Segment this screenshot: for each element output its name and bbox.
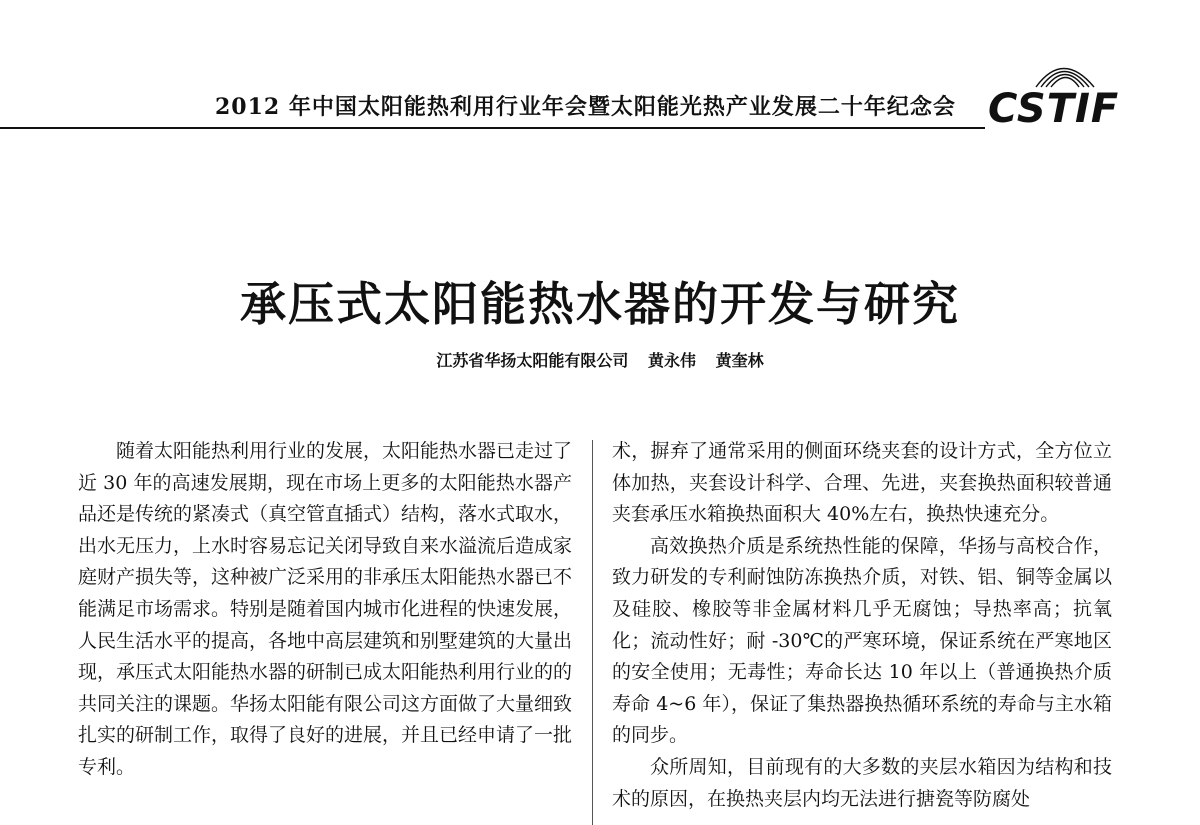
author-organization: 江苏省华扬太阳能有限公司 xyxy=(436,351,629,370)
logo-arc-icon xyxy=(1028,54,1098,88)
left-column xyxy=(78,436,572,784)
paragraph: 高效换热介质是系统热性能的保障，华扬与高校合作，致力研发的专利耐蚀防冻换热介质，对铁、铝、铜等金属以及硅胶、橡胶等非金属材料几乎无腐蚀；导热率高；抗氧化；流动性好；耐 -30℃的严寒环境，保证系统在严寒地区的安全使用；无毒性；寿命长达 10 年以上（普通换热介质寿命 4~6 年），保证了集热器换热循环系统的寿命与主水箱的同步。 xyxy=(612,534,1112,747)
header-divider xyxy=(0,127,985,129)
author-name: 黄永伟 xyxy=(647,351,696,370)
paragraph: 随着太阳能热利用行业的发展，太阳能热水器已走过了近 30 年的高速发展期，现在市场上更多的太阳能热水器产品还是传统的紧凑式（真空管直插式）结构，落水式取水，出水无压力，上水时容易忘记关闭导致自来水溢流后造成家庭财产损失等，这种被广泛采用的非承压太阳能热水器已不能满足市场需求。特别是随着国内城市化进程的快速发展，人民生活水平的提高，各地中高层建筑和别墅建筑的大量出现，承压式太阳能热水器的研制已成太阳能热利用行业的的共同关注的课题。华扬太阳能有限公司这方面做了大量细致扎实的研制工作，取得了良好的进展，并且已经申请了一批专利。 xyxy=(78,440,573,778)
column-divider xyxy=(592,440,593,825)
article-title: 承压式太阳能热水器的开发与研究 xyxy=(240,277,960,331)
right-column xyxy=(612,436,1112,815)
cstif-logo xyxy=(988,54,1128,134)
author-name: 黄奎林 xyxy=(715,351,764,370)
article-byline xyxy=(0,348,1200,371)
conference-header-title: 2012 年中国太阳能热利用行业年会暨太阳能光热产业发展二十年纪念会 xyxy=(215,94,956,120)
paragraph: 术，摒弃了通常采用的侧面环绕夹套的设计方式，全方位立体加热，夹套设计科学、合理、先进，夹套换热面积较普通夹套承压水箱换热面积大 40%左右，换热快速充分。 xyxy=(612,440,1112,526)
logo-text: CSTIF xyxy=(988,86,1120,132)
paragraph: 众所周知，目前现有的大多数的夹层水箱因为结构和技术的原因，在换热夹层内均无法进行搪瓷等防腐处 xyxy=(612,755,1112,810)
